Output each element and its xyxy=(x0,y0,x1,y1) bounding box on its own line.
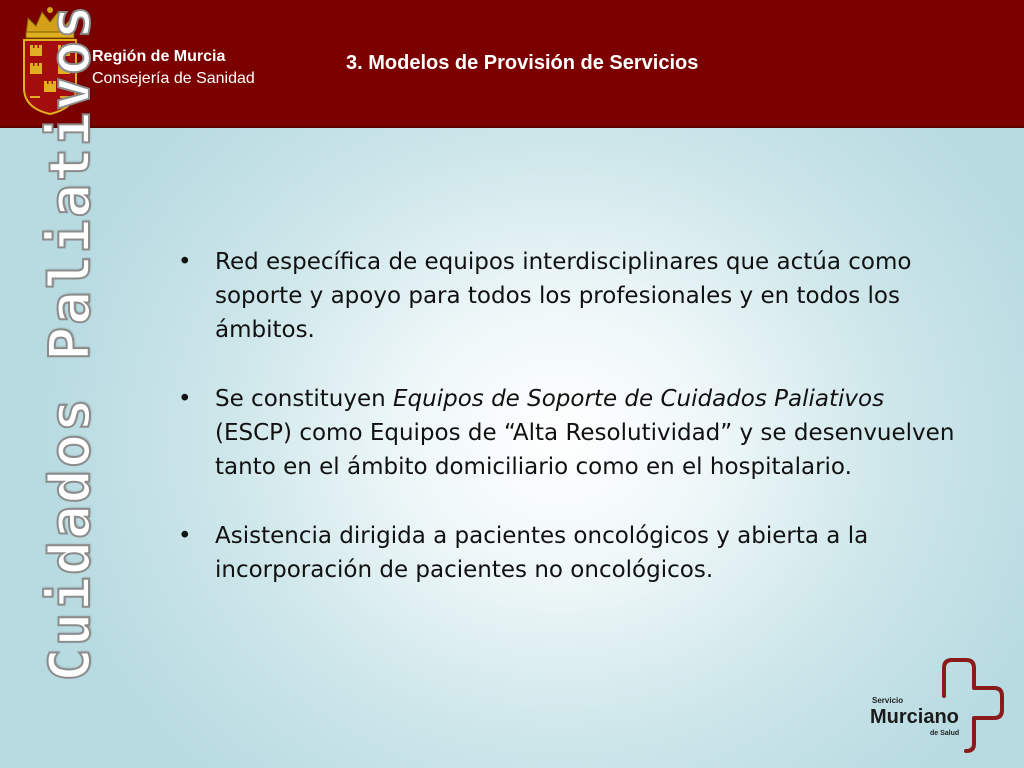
bullet-item xyxy=(178,519,958,587)
bullet-text-pre: Se constituyen xyxy=(215,386,393,412)
logo-line1: Servicio xyxy=(872,696,904,705)
header-bar xyxy=(0,0,1024,128)
bullet-item xyxy=(178,245,958,347)
logo-line2: Murciano xyxy=(870,706,959,728)
bullet-item xyxy=(178,382,958,484)
bullet-dot: • xyxy=(178,523,192,549)
bullet-dot: • xyxy=(178,249,192,275)
section-title: 3. Modelos de Provisión de Servicios xyxy=(346,52,699,74)
servicio-murciano-de-salud-logo xyxy=(862,654,1008,754)
org-region: Región de Murcia xyxy=(92,48,226,65)
org-department: Consejería de Sanidad xyxy=(92,70,255,87)
bullet-text-post: (ESCP) como Equipos de “Alta Resolutividad” y se desenvuelven tanto en el ámbito domiciliario como en el hospitalario. xyxy=(215,420,955,480)
bullet-text: Asistencia dirigida a pacientes oncológicos y abierta a la incorporación de pacientes no oncológicos. xyxy=(215,523,869,583)
logo-line3: de Salud xyxy=(930,730,960,737)
vertical-title: Cuidados Paliativos xyxy=(38,3,103,682)
bullet-list xyxy=(178,245,958,622)
bullet-text: Red específica de equipos interdisciplinares que actúa como soporte y apoyo para todos los profesionales y en todos los ámbitos. xyxy=(215,249,912,343)
organization-name xyxy=(92,46,255,90)
bullet-dot: • xyxy=(178,386,192,412)
bullet-text-italic: Equipos de Soporte de Cuidados Paliativos xyxy=(393,386,885,412)
